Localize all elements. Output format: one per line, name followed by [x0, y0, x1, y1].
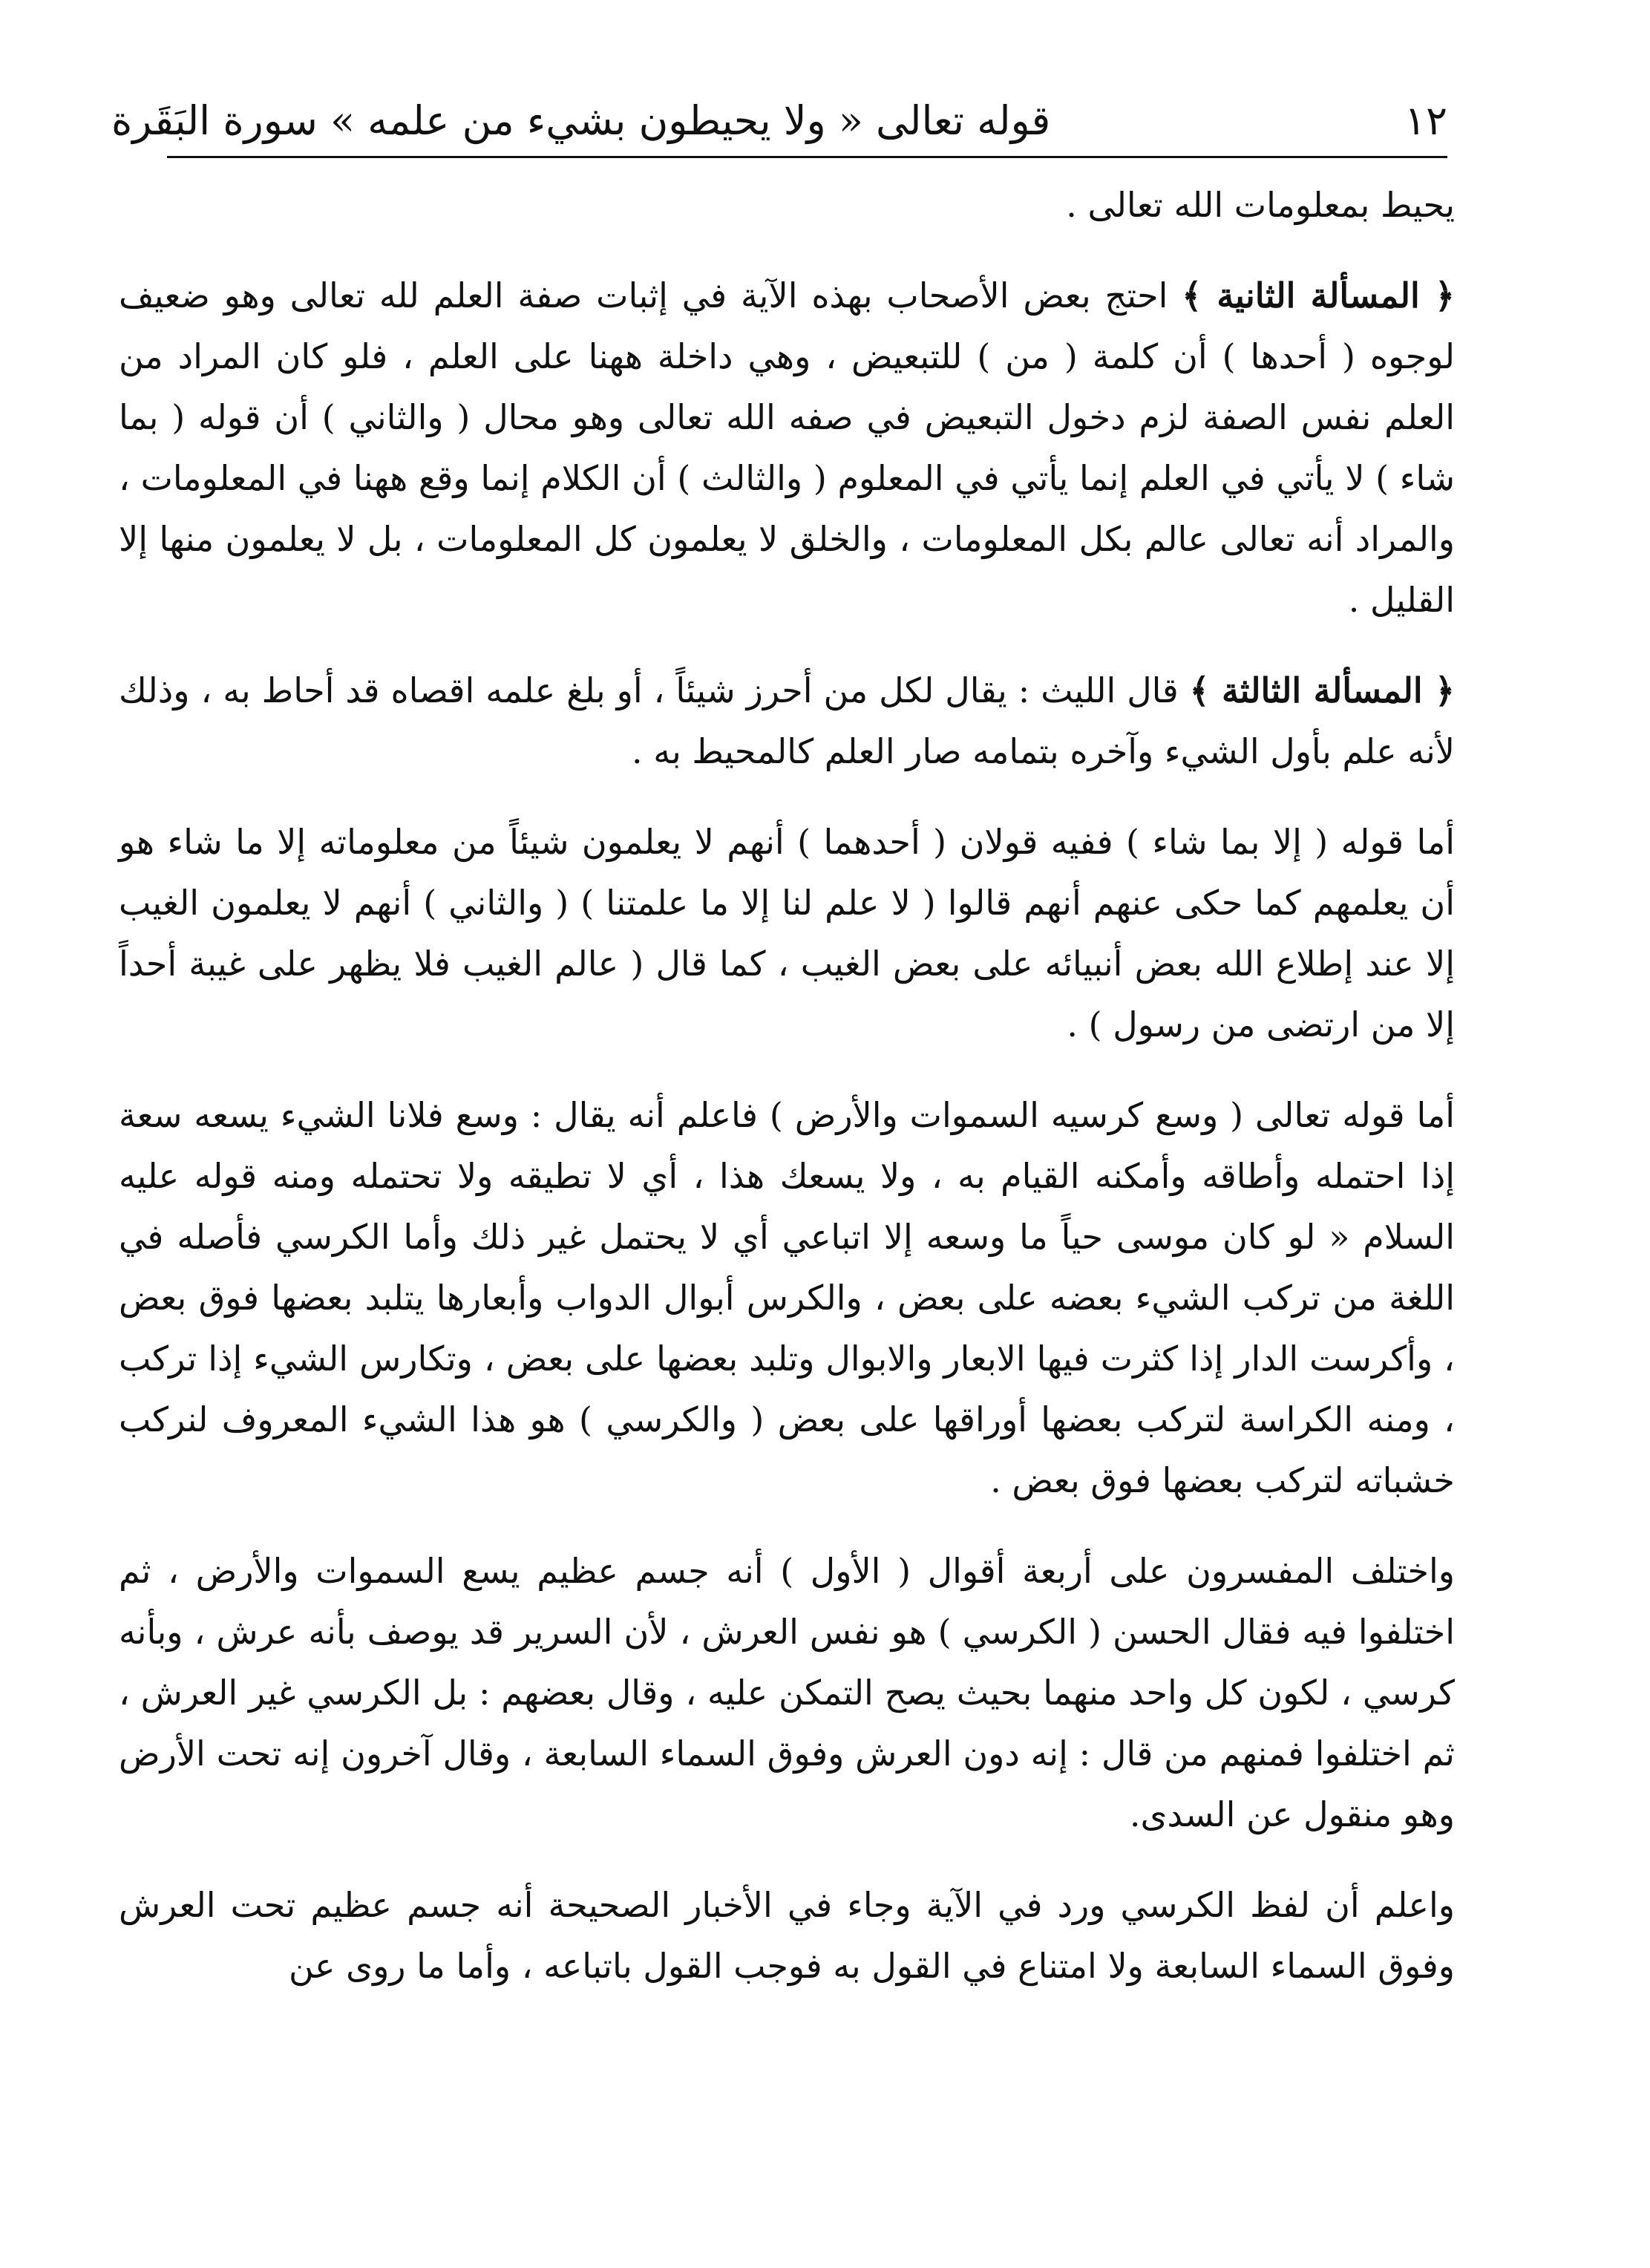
paragraph-text: أما قوله تعالى ( وسع كرسيه السموات والأرض ) فاعلم أنه يقال : وسع فلانا الشيء يسعه سعة إذا احتمله وأطاقه وأمكنه القيام به ، ولا يسعك هذا ، أي لا تطيقه ولا تحتمله ومنه قوله عليه السلام « لو كان موسى حياً ما وسعه إلا اتباعي أي لا يحتمل غير ذلك وأما الكرسي فأصله في اللغة من تركب الشيء بعضه على بعض ، والكرس أبوال الدواب وأبعارها يتلبد بعضها فوق بعض ، وأكرست الدار إذا كثرت فيها الابعار والابوال وتلبد بعضها على بعض ، وتكارس الشيء إذا تركب ، ومنه الكراسة لتركب بعضها أوراقها على بعض ( والكرسي ) هو هذا الشيء المعروف لنركب خشباته لتركب بعضها فوق بعض .: [119, 1095, 1455, 1500]
paragraph-text: قال الليث : يقال لكل من أحرز شيئاً ، أو بلغ علمه اقصاه قد أحاط به ، وذلك لأنه علم بأول الشيء وآخره بتمامه صار العلم كالمحيط به .: [119, 670, 1455, 771]
header-rule: [167, 156, 1447, 158]
paragraph: [119, 265, 1455, 630]
running-title: قوله تعالى « ولا يحيطون بشيء من علمه » سورة البَقَرة: [111, 97, 1051, 144]
paragraph-text: واختلف المفسرون على أربعة أقوال ( الأول ) أنه جسم عظيم يسع السموات والأرض ، ثم اختلفوا فيه فقال الحسن ( الكرسي ) هو نفس العرش ، لأن السرير قد يوصف بأنه عرش ، وبأنه كرسي ، لكون كل واحد منهما بحيث يصح التمكن عليه ، وقال بعضهم : بل الكرسي غير العرش ، ثم اختلفوا فمنهم من قال : إنه دون العرش وفوق السماء السابعة ، وقال آخرون إنه تحت الأرض وهو منقول عن السدى.: [119, 1551, 1455, 1834]
paragraph-text: أما قوله ( إلا بما شاء ) ففيه قولان ( أحدهما ) أنهم لا يعلمون شيئاً من معلوماته إلا ما شاء هو أن يعلمهم كما حكى عنهم أنهم قالوا ( لا علم لنا إلا ما علمتنا ) ( والثاني ) أنهم لا يعلمون الغيب إلا عند إطلاع الله بعض أنبيائه على بعض الغيب ، كما قال ( عالم الغيب فلا يظهر على غيبة أحداً إلا من ارتضى من رسول ) .: [119, 822, 1455, 1045]
paragraph: [119, 1085, 1455, 1511]
paragraph: [119, 1875, 1455, 1996]
paragraph: [119, 660, 1455, 782]
paragraph: [119, 174, 1455, 235]
paragraph-lead: ﴿ المسألة الثالثة ﴾: [1189, 670, 1455, 710]
paragraph: [119, 1540, 1455, 1845]
page-body: [119, 174, 1455, 2026]
paragraph-text: يحيط بمعلومات الله تعالى .: [1066, 185, 1455, 225]
paragraph: [119, 811, 1455, 1055]
paragraph-text: واعلم أن لفظ الكرسي ورد في الآية وجاء في الأخبار الصحيحة أنه جسم عظيم تحت العرش وفوق السماء السابعة ولا امتناع في القول به فوجب القول باتباعه ، وأما ما روى عن: [119, 1885, 1455, 1986]
page-number: ١٢: [1404, 97, 1447, 144]
page-header: [111, 74, 1447, 144]
paragraph-text: احتج بعض الأصحاب بهذه الآية في إثبات صفة العلم لله تعالى وهو ضعيف لوجوه ( أحدها ) أن كلمة ( من ) للتبعيض ، وهي داخلة ههنا على العلم ، فلو كان المراد من العلم نفس الصفة لزم دخول التبعيض في صفه الله تعالى وهو محال ( والثاني ) أن قوله ( بما شاء ) لا يأتي في العلم إنما يأتي في المعلوم ( والثالث ) أن الكلام إنما وقع ههنا في المعلومات ، والمراد أنه تعالى عالم بكل المعلومات ، والخلق لا يعلمون كل المعلومات ، بل لا يعلمون منها إلا القليل .: [119, 275, 1455, 620]
paragraph-lead: ﴿ المسألة الثانية ﴾: [1182, 275, 1455, 316]
